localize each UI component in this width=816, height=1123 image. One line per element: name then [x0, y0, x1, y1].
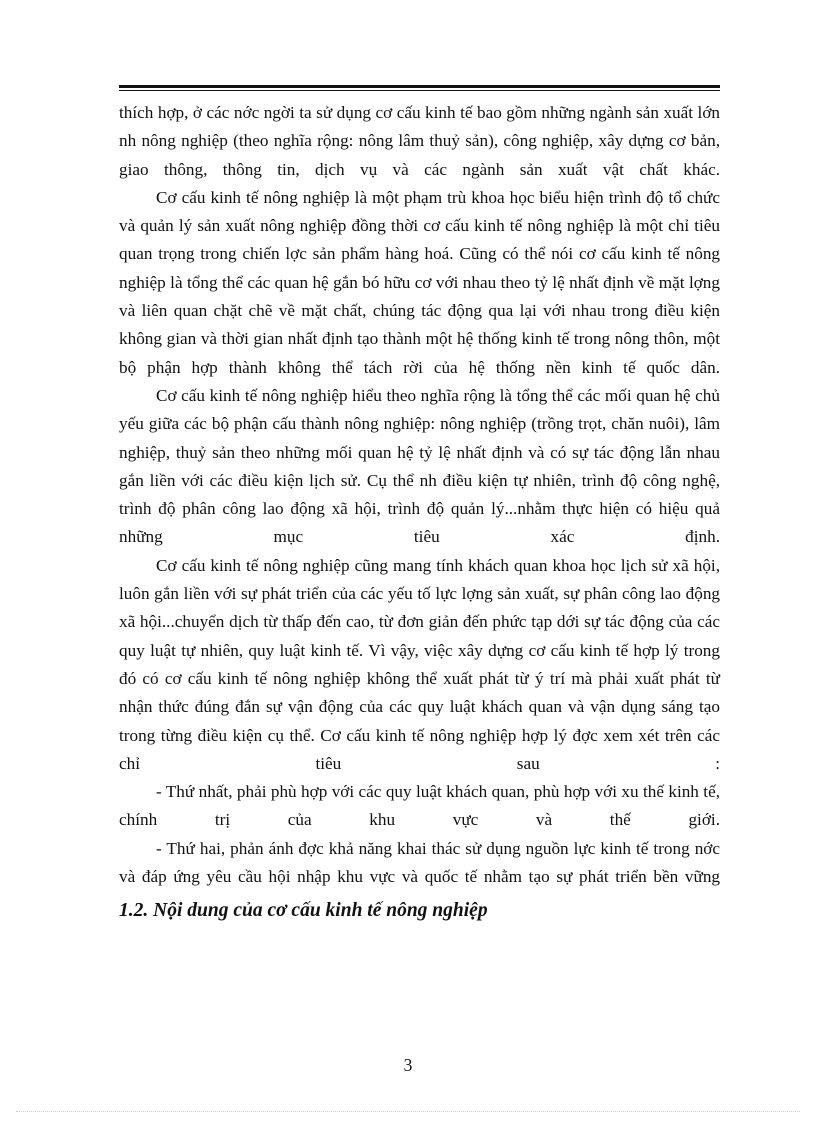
criterion-second	[119, 835, 720, 892]
text-line: kinh tế, chính trị của khu vực và thế giới.	[119, 782, 720, 830]
header-rule-thin	[119, 90, 720, 91]
text-line: lệ nhất định về mặt lợng và liên quan chặt chẽ về mặt chất, chúng tác động qua	[119, 272, 720, 321]
text-line: xây dựng cơ bản, giao thông, thông tin, dịch vụ và các ngành sản xuất vật chất	[119, 131, 721, 179]
text-line: xuất phát từ ý trí mà phải xuất phát từ nhận thức đúng đắn sự vận động của các	[119, 668, 721, 717]
paragraph-definition	[119, 184, 720, 382]
text-line: xuất lớn nh nông nghiệp (theo nghĩa rộng: nông lâm thuỷ sản), công nghiệp,	[119, 103, 720, 151]
section-heading: 1.2. Nội dung của cơ cấu kinh tế nông nghiệp	[119, 900, 488, 922]
text-line: - Thứ nhất, phải phù hợp với các quy luật khách quan, phù hợp với xu thế	[156, 782, 664, 802]
text-line: chăn nuôi), lâm nghiệp, thuỷ sản theo những mối quan hệ tỷ lệ nhất định và có	[119, 414, 720, 462]
text-line: một chỉ tiêu quan trọng trong chiến lợc sản phẩm hàng hoá. Cũng có thể nói cơ	[119, 216, 720, 264]
text-line: sự tác động lẫn nhau gắn liền với các điều kiện lịch sử. Cụ thể nh điều kiện tự	[119, 442, 720, 490]
text-line: trong nớc và đáp ứng yêu cầu hội nhập khu vực và quốc tế nhằm tạo sự phát	[119, 838, 721, 887]
header-rule-thick	[119, 85, 720, 88]
text-line: - Thứ hai, phản ánh đợc khả năng khai thác sử dụng nguồn lực kinh tế	[156, 838, 649, 858]
text-line: nhiên, trình độ công nghệ, trình độ phân công lao động xã hội, trình độ quản	[119, 470, 720, 519]
text-line: cấu kinh tế nông nghiệp là tổng thể các quan hệ gắn bó hữu cơ với nhau theo tỷ	[119, 244, 721, 292]
text-line: Cơ cấu kinh tế nông nghiệp là một phạm trù khoa học biểu hiện trình độ	[156, 187, 664, 207]
text-line: dựng cơ cấu kinh tế hợp lý trong đó có cơ cấu kinh tế nông nghiệp không thể	[119, 640, 720, 688]
text-line: lại với nhau trong điều kiện không gian và thời gian nhất định tạo thành một hệ	[119, 301, 721, 349]
paragraph-objective-nature	[119, 552, 720, 778]
text-line: kinh tế nông nghiệp hợp lý đợc xem xét trên các chỉ tiêu sau :	[119, 725, 720, 773]
text-line: tổ chức và quản lý sản xuất nông nghiệp đồng thời cơ cấu kinh tế nông nghiệp là	[119, 187, 720, 236]
text-line: thống nền kinh tế quốc dân.	[495, 357, 721, 377]
text-line: dới sự tác động của các quy luật tự nhiên, quy luật kinh tế. Vì vậy, việc xây	[119, 612, 721, 660]
text-line: Cơ cấu kinh tế nông nghiệp cũng mang tính khách quan khoa học lịch sử	[156, 555, 668, 575]
text-line: quy luật khách quan và vận dụng sáng tạo trong từng điều kiện cụ thể. Cơ cấu	[119, 697, 720, 745]
text-line: công lao động xã hội...chuyển dịch từ thấp đến cao, từ đơn giản đến phức tạp	[119, 584, 721, 632]
text-line: khác.	[683, 159, 720, 179]
document-body	[119, 99, 720, 925]
text-line: triển bền vững	[615, 867, 721, 887]
text-line: lý...nhằm thực hiện có hiệu quả những mục tiêu xác định.	[119, 499, 721, 547]
paragraph-broad-meaning	[119, 382, 720, 552]
page-bottom-border	[16, 1111, 800, 1112]
paragraph-continuation	[119, 99, 720, 184]
criterion-first	[119, 778, 720, 835]
text-line: hệ chủ yếu giữa các bộ phận cấu thành nông nghiệp: nông nghiệp (trồng trọt,	[119, 385, 720, 434]
text-line: thống kinh tế trong nông thôn, một bộ phận hợp thành không thể tách rời của hệ	[119, 329, 721, 377]
text-line: xã hội, luôn gắn liền với sự phát triển của các yếu tố lực lợng sản xuất, sự phân	[119, 555, 720, 604]
text-line: Cơ cấu kinh tế nông nghiệp hiểu theo nghĩa rộng là tổng thể các mối quan	[156, 385, 670, 405]
text-line: thích hợp, ở các nớc ngời ta sử dụng cơ cấu kinh tế bao gồm những ngành sản	[119, 103, 659, 122]
page-number: 3	[403, 1055, 413, 1075]
